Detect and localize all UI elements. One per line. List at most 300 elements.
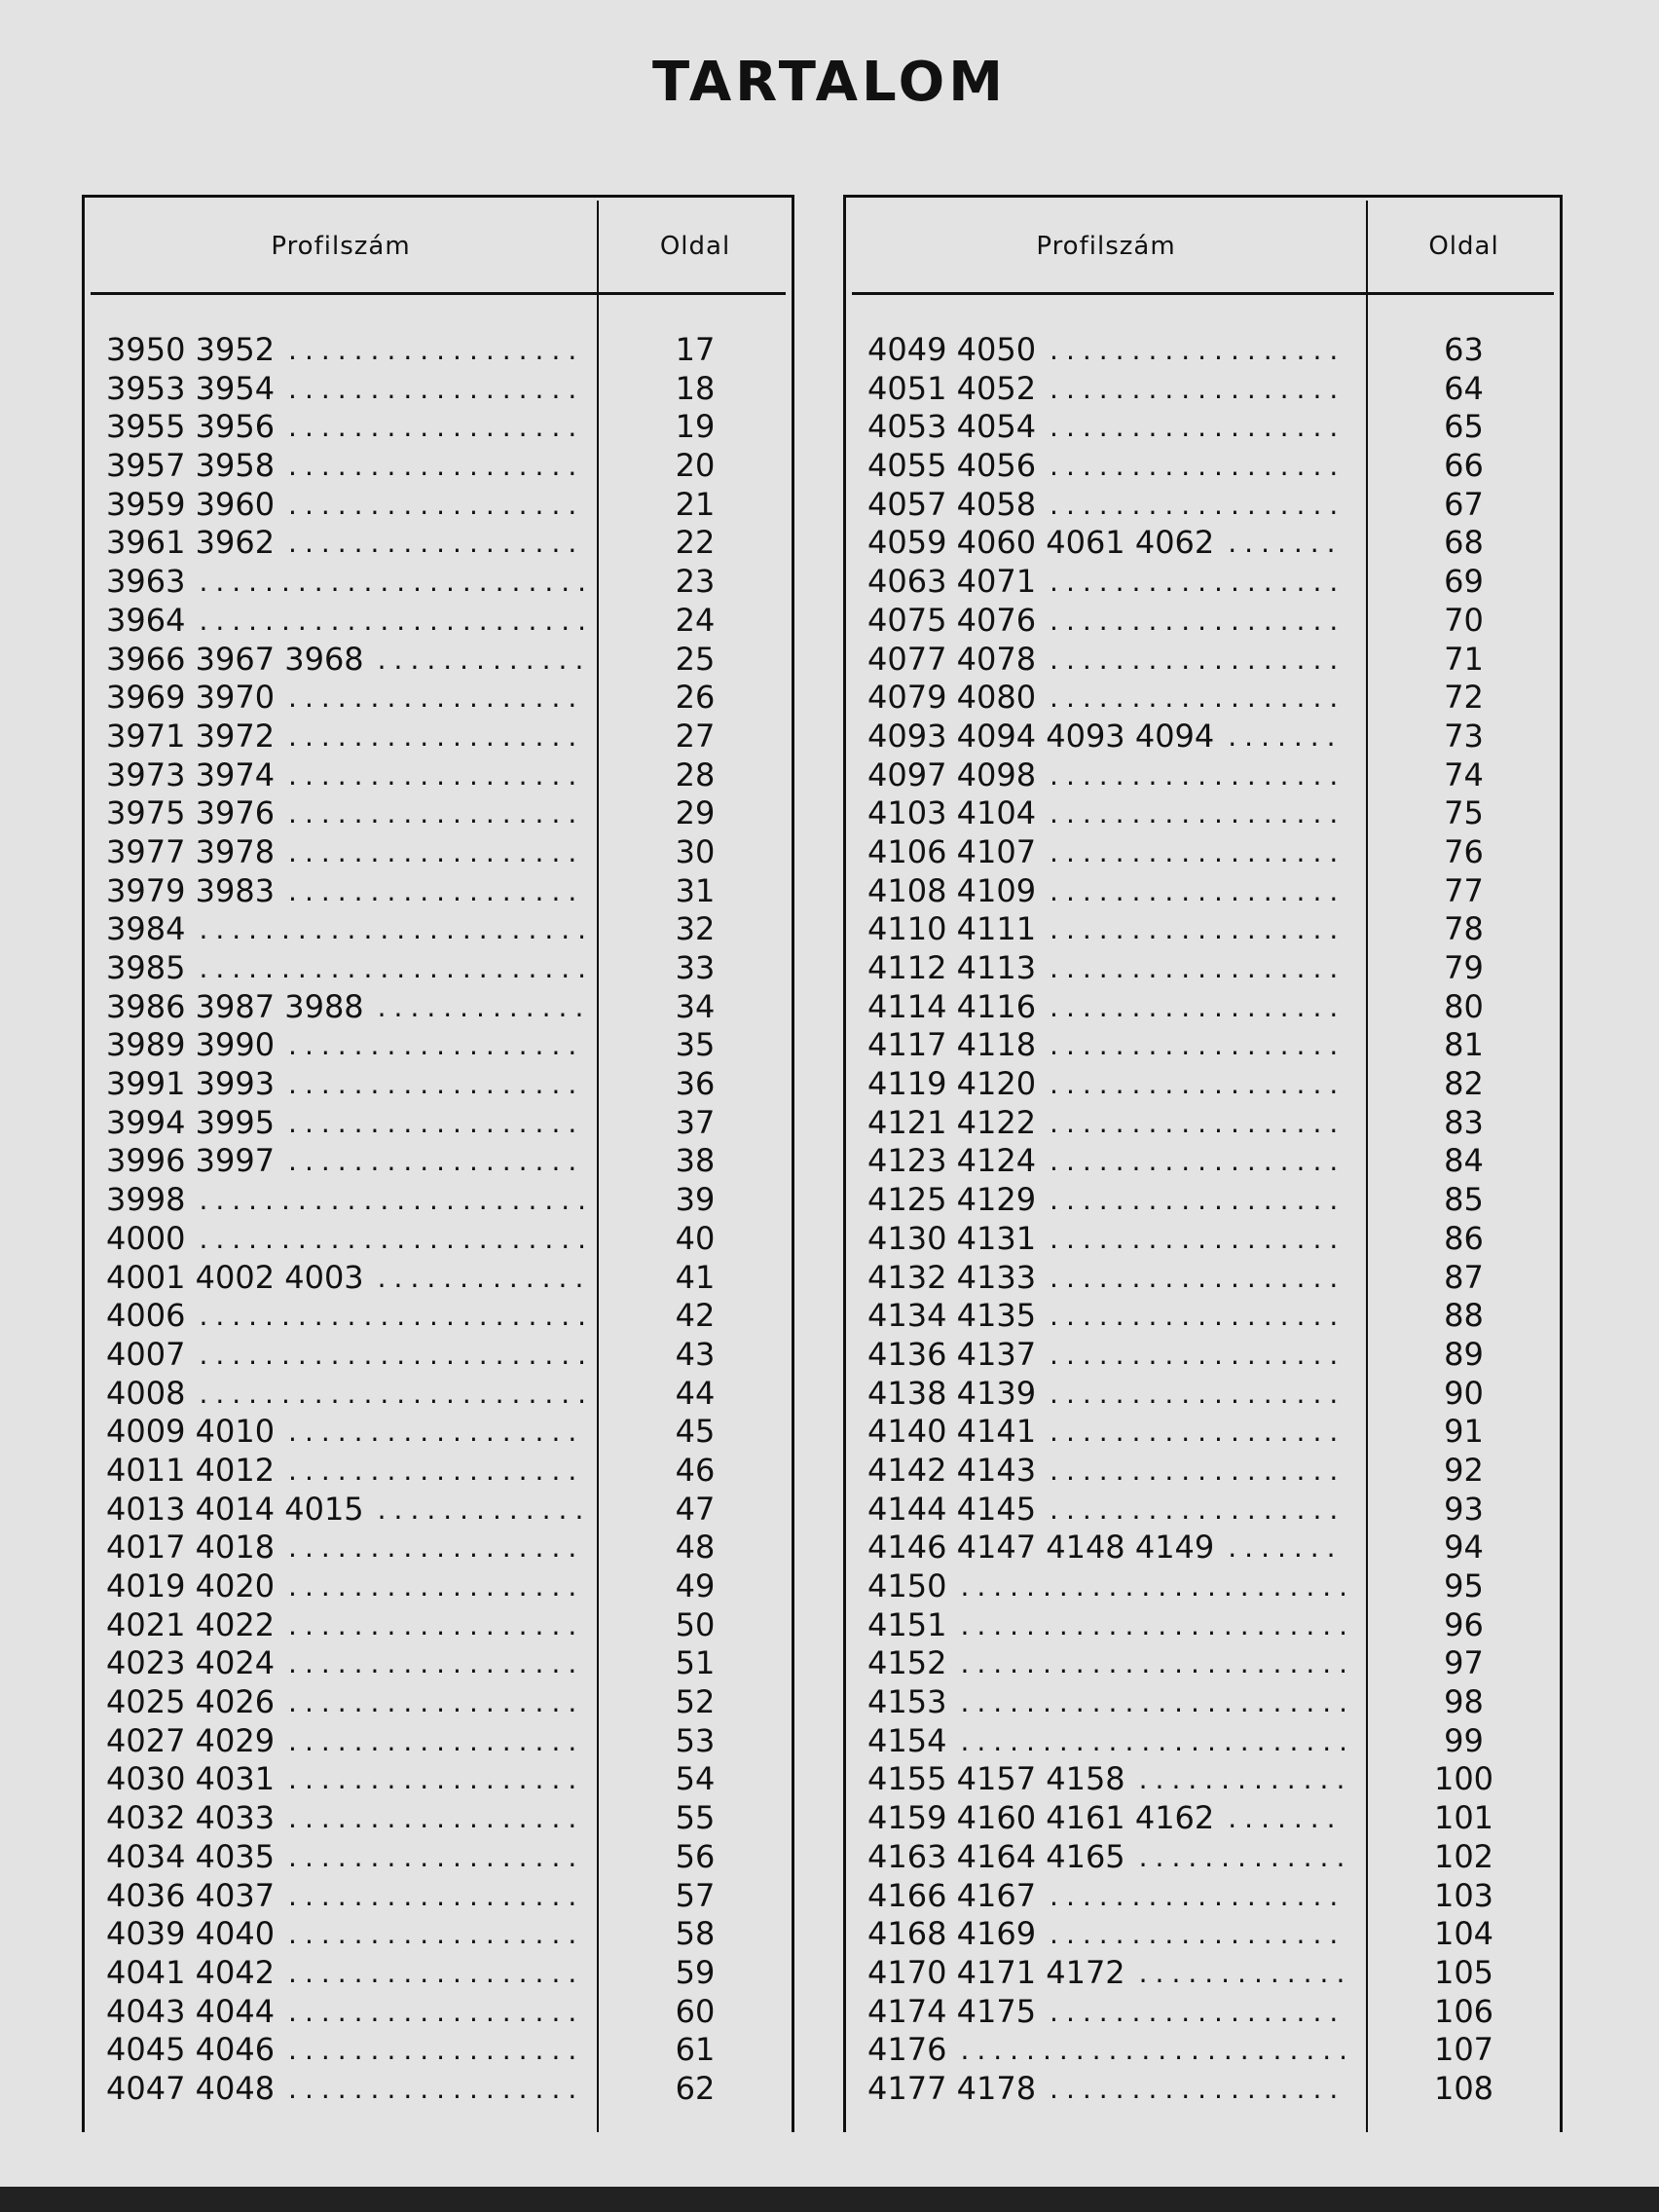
- page-number: 49: [675, 1567, 716, 1604]
- page-number: 44: [675, 1374, 716, 1412]
- row-entry: [106, 524, 583, 563]
- table-row: [85, 2031, 792, 2070]
- row-entry: [867, 1065, 1345, 1104]
- table-row: [846, 1297, 1560, 1336]
- table-row: [85, 1644, 792, 1683]
- page-number: 18: [675, 369, 716, 407]
- row-entry: [106, 1644, 583, 1683]
- page-number: 42: [675, 1297, 716, 1335]
- page-number: 33: [675, 949, 716, 986]
- page-number: 55: [675, 1799, 716, 1837]
- page-number: 81: [1444, 1026, 1484, 1064]
- page-number: 59: [675, 1953, 716, 1991]
- profile-numbers: 3991 3993: [106, 1065, 276, 1103]
- row-entry: [106, 1683, 583, 1722]
- page-number: 71: [1444, 640, 1484, 678]
- page-number: 30: [675, 832, 716, 870]
- table-row: [85, 1760, 792, 1799]
- row-entry: [867, 2070, 1345, 2109]
- dot-leader: [288, 1065, 583, 1104]
- table-row: [85, 2070, 792, 2109]
- page-number: 39: [675, 1181, 716, 1219]
- table-row: [85, 1722, 792, 1761]
- profile-numbers: 4155 4157 4158: [867, 1760, 1125, 1798]
- dot-leader: [1050, 563, 1345, 602]
- profile-numbers: 4166 4167: [867, 1876, 1037, 1914]
- dot-leader: [288, 1683, 583, 1722]
- row-entry: [106, 563, 583, 602]
- profile-numbers: 4030 4031: [106, 1760, 276, 1798]
- page-number: 77: [1444, 871, 1484, 909]
- profile-numbers: 4108 4109: [867, 871, 1037, 909]
- row-entry: [867, 949, 1345, 988]
- page-number: 74: [1444, 756, 1484, 793]
- page-number: 95: [1444, 1567, 1484, 1604]
- dot-leader: [288, 756, 583, 795]
- dot-leader: [288, 1413, 583, 1452]
- table-row: [846, 1065, 1560, 1104]
- row-entry: [106, 1413, 583, 1452]
- table-row: [846, 872, 1560, 911]
- page-number: 35: [675, 1026, 716, 1064]
- dot-leader: [288, 1993, 583, 2032]
- dot-leader: [1228, 1799, 1345, 1838]
- right-contents-table: [843, 195, 1563, 2132]
- row-entry: [867, 1722, 1345, 1761]
- dot-leader: [1050, 370, 1345, 409]
- row-entry: [106, 1452, 583, 1491]
- table-row: [846, 679, 1560, 718]
- table-row: [85, 1491, 792, 1530]
- dot-leader: [1050, 1181, 1345, 1220]
- dot-leader: [288, 447, 583, 486]
- dot-leader: [288, 1760, 583, 1799]
- dot-leader: [1050, 1026, 1345, 1065]
- page-number: 40: [675, 1219, 716, 1257]
- row-entry: [867, 486, 1345, 525]
- row-entry: [867, 447, 1345, 486]
- dot-leader: [1050, 408, 1345, 447]
- profile-numbers: 4009 4010: [106, 1413, 276, 1451]
- dot-leader: [1050, 949, 1345, 988]
- profile-numbers: 4047 4048: [106, 2069, 276, 2107]
- profile-numbers: 3959 3960: [106, 485, 276, 523]
- profile-numbers: 4032 4033: [106, 1799, 276, 1837]
- row-entry: [867, 794, 1345, 833]
- profile-numbers: 4151: [867, 1605, 947, 1643]
- table-row: [85, 833, 792, 872]
- table-row: [846, 1567, 1560, 1606]
- table-row: [846, 1838, 1560, 1877]
- row-entry: [867, 1336, 1345, 1375]
- profile-numbers: 4176: [867, 2031, 947, 2069]
- dot-leader: [199, 910, 583, 949]
- dot-leader: [288, 1452, 583, 1491]
- table-row: [846, 1375, 1560, 1414]
- profile-numbers: 3964: [106, 601, 186, 639]
- profile-numbers: 4063 4071: [867, 563, 1037, 601]
- profile-numbers: 4119 4120: [867, 1065, 1037, 1103]
- page-number: 88: [1444, 1297, 1484, 1335]
- page-number: 101: [1433, 1799, 1494, 1837]
- dot-leader: [288, 408, 583, 447]
- page-number: 103: [1433, 1876, 1494, 1914]
- row-entry: [106, 1529, 583, 1567]
- row-entry: [867, 370, 1345, 409]
- row-entry: [867, 910, 1345, 949]
- row-entry: [106, 794, 583, 833]
- dot-leader: [288, 1644, 583, 1683]
- profile-numbers: 3986 3987 3988: [106, 987, 364, 1025]
- table-row: [85, 486, 792, 525]
- dot-leader: [288, 1026, 583, 1065]
- page-number: 23: [675, 563, 716, 601]
- row-entry: [106, 988, 583, 1027]
- page-number: 25: [675, 640, 716, 678]
- row-entry: [106, 486, 583, 525]
- header-rule: [91, 292, 786, 295]
- page-number: 102: [1433, 1837, 1494, 1875]
- table-row: [85, 1838, 792, 1877]
- profile-numbers: 3973 3974: [106, 756, 276, 793]
- page-number: 69: [1444, 563, 1484, 601]
- row-entry: [867, 1452, 1345, 1491]
- table-row: [85, 1104, 792, 1143]
- dot-leader: [1050, 1259, 1345, 1298]
- page-number: 64: [1444, 369, 1484, 407]
- row-entry: [106, 1567, 583, 1606]
- dot-leader: [288, 1915, 583, 1954]
- page-number: 36: [675, 1065, 716, 1103]
- profile-numbers: 4121 4122: [867, 1103, 1037, 1141]
- table-row: [846, 641, 1560, 680]
- row-entry: [106, 756, 583, 795]
- row-entry: [867, 988, 1345, 1027]
- dot-leader: [199, 1181, 583, 1220]
- page-number: 22: [675, 524, 716, 562]
- dot-leader: [288, 1142, 583, 1181]
- header-page: Oldal: [659, 232, 731, 261]
- dot-leader: [288, 1104, 583, 1143]
- profile-numbers: 4150: [867, 1567, 947, 1604]
- row-entry: [106, 1259, 583, 1298]
- page-number: 26: [675, 679, 716, 717]
- table-row: [85, 718, 792, 756]
- dot-leader: [288, 524, 583, 563]
- row-entry: [106, 1142, 583, 1181]
- profile-numbers: 4053 4054: [867, 408, 1037, 446]
- page-number: 41: [675, 1258, 716, 1296]
- header-profile-number: Profilszám: [1036, 232, 1176, 261]
- profile-numbers: 4036 4037: [106, 1876, 276, 1914]
- profile-numbers: 4140 4141: [867, 1413, 1037, 1451]
- row-entry: [106, 1954, 583, 1993]
- table-top-rule: [85, 195, 792, 198]
- table-row: [85, 794, 792, 833]
- table-row: [85, 331, 792, 370]
- page-number: 45: [675, 1413, 716, 1451]
- profile-numbers: 4168 4169: [867, 1915, 1037, 1953]
- table-row: [846, 910, 1560, 949]
- row-entry: [106, 679, 583, 718]
- profile-numbers: 4106 4107: [867, 832, 1037, 870]
- page-number: 43: [675, 1335, 716, 1373]
- profile-numbers: 4112 4113: [867, 949, 1037, 986]
- table-row: [846, 1760, 1560, 1799]
- profile-numbers: 4153: [867, 1683, 947, 1721]
- profile-numbers: 4039 4040: [106, 1915, 276, 1953]
- dot-leader: [288, 1877, 583, 1916]
- dot-leader: [1050, 602, 1345, 641]
- row-entry: [867, 1529, 1345, 1567]
- table-row: [846, 563, 1560, 602]
- dot-leader: [288, 1606, 583, 1645]
- row-entry: [867, 408, 1345, 447]
- table-row: [846, 447, 1560, 486]
- table-row: [85, 756, 792, 795]
- table-row: [85, 1993, 792, 2032]
- profile-numbers: 4134 4135: [867, 1297, 1037, 1335]
- profile-numbers: 3979 3983: [106, 871, 276, 909]
- table-row: [846, 1606, 1560, 1645]
- profile-numbers: 4023 4024: [106, 1644, 276, 1682]
- dot-leader: [288, 2070, 583, 2109]
- profile-numbers: 3966 3967 3968: [106, 640, 364, 678]
- row-entry: [867, 1142, 1345, 1181]
- table-row: [846, 1413, 1560, 1452]
- table-row: [85, 1065, 792, 1104]
- profile-numbers: 3953 3954: [106, 369, 276, 407]
- dot-leader: [199, 1297, 583, 1336]
- table-row: [85, 872, 792, 911]
- table-row: [846, 2031, 1560, 2070]
- dot-leader: [1050, 447, 1345, 486]
- profile-numbers: 4075 4076: [867, 601, 1037, 639]
- dot-leader: [960, 2031, 1345, 2070]
- profile-numbers: 4110 4111: [867, 910, 1037, 948]
- dot-leader: [1050, 1877, 1345, 1916]
- dot-leader: [1050, 641, 1345, 680]
- dot-leader: [1050, 1220, 1345, 1259]
- profile-numbers: 3984: [106, 910, 186, 948]
- row-entry: [867, 1413, 1345, 1452]
- row-entry: [106, 1799, 583, 1838]
- row-entry: [106, 1722, 583, 1761]
- profile-numbers: 4059 4060 4061 4062: [867, 524, 1215, 562]
- table-row: [846, 486, 1560, 525]
- table-row: [846, 988, 1560, 1027]
- profile-numbers: 4142 4143: [867, 1451, 1037, 1489]
- table-row: [85, 447, 792, 486]
- dot-leader: [960, 1644, 1345, 1683]
- profile-numbers: 4117 4118: [867, 1026, 1037, 1064]
- dot-leader: [288, 718, 583, 756]
- profile-numbers: 4025 4026: [106, 1683, 276, 1721]
- row-entry: [106, 1026, 583, 1065]
- page-number: 20: [675, 447, 716, 485]
- table-row: [85, 563, 792, 602]
- row-entry: [106, 1181, 583, 1220]
- profile-numbers: 4103 4104: [867, 794, 1037, 832]
- table-row: [846, 1529, 1560, 1567]
- page-number: 52: [675, 1683, 716, 1721]
- row-entry: [106, 2031, 583, 2070]
- row-entry: [867, 1026, 1345, 1065]
- profile-numbers: 4154: [867, 1721, 947, 1759]
- row-entry: [867, 1644, 1345, 1683]
- dot-leader: [288, 1722, 583, 1761]
- profile-numbers: 4011 4012: [106, 1451, 276, 1489]
- dot-leader: [1050, 2070, 1345, 2109]
- dot-leader: [199, 563, 583, 602]
- row-entry: [867, 1683, 1345, 1722]
- page-number: 89: [1444, 1335, 1484, 1373]
- profile-numbers: 4034 4035: [106, 1837, 276, 1875]
- table-row: [846, 1877, 1560, 1916]
- page-number: 31: [675, 871, 716, 909]
- table-row: [846, 1491, 1560, 1530]
- page-number: 84: [1444, 1142, 1484, 1180]
- dot-leader: [288, 486, 583, 525]
- page-number: 17: [675, 331, 716, 368]
- profile-numbers: 4006: [106, 1297, 186, 1335]
- dot-leader: [1050, 486, 1345, 525]
- dot-leader: [1050, 1104, 1345, 1143]
- page-number: 104: [1433, 1915, 1494, 1953]
- profile-numbers: 4144 4145: [867, 1490, 1037, 1528]
- page-number: 94: [1444, 1529, 1484, 1567]
- row-entry: [867, 1220, 1345, 1259]
- profile-numbers: 4123 4124: [867, 1142, 1037, 1180]
- dot-leader: [288, 1567, 583, 1606]
- profile-numbers: 4049 4050: [867, 331, 1037, 368]
- row-entry: [106, 2070, 583, 2109]
- row-entry: [106, 718, 583, 756]
- page-number: 79: [1444, 949, 1484, 986]
- page-number: 56: [675, 1837, 716, 1875]
- profile-numbers: 4170 4171 4172: [867, 1953, 1125, 1991]
- page-number: 96: [1444, 1605, 1484, 1643]
- dot-leader: [1050, 1065, 1345, 1104]
- dot-leader: [288, 833, 583, 872]
- page-number: 76: [1444, 832, 1484, 870]
- table-row: [846, 2070, 1560, 2109]
- profile-numbers: 3977 3978: [106, 832, 276, 870]
- page-number: 32: [675, 910, 716, 948]
- dot-leader: [1050, 1413, 1345, 1452]
- dot-leader: [1050, 1491, 1345, 1530]
- table-row: [846, 1181, 1560, 1220]
- table-row: [846, 1104, 1560, 1143]
- profile-numbers: 4093 4094 4093 4094: [867, 717, 1215, 755]
- dot-leader: [960, 1722, 1345, 1761]
- row-entry: [867, 1491, 1345, 1530]
- row-entry: [867, 563, 1345, 602]
- table-row: [85, 1259, 792, 1298]
- dot-leader: [199, 1375, 583, 1414]
- dot-leader: [288, 794, 583, 833]
- page-number: 47: [675, 1490, 716, 1528]
- profile-numbers: 4177 4178: [867, 2069, 1037, 2107]
- row-entry: [106, 1220, 583, 1259]
- profile-numbers: 3975 3976: [106, 794, 276, 832]
- row-entry: [867, 1954, 1345, 1993]
- row-entry: [867, 756, 1345, 795]
- row-entry: [106, 872, 583, 911]
- table-row: [85, 1297, 792, 1336]
- profile-numbers: 3985: [106, 949, 186, 986]
- profile-numbers: 4097 4098: [867, 756, 1037, 793]
- table-row: [846, 331, 1560, 370]
- table-row: [85, 1375, 792, 1414]
- page-number: 37: [675, 1103, 716, 1141]
- row-entry: [867, 602, 1345, 641]
- row-entry: [106, 1606, 583, 1645]
- profile-numbers: 4114 4116: [867, 987, 1037, 1025]
- page-number: 61: [675, 2031, 716, 2069]
- dot-leader: [288, 2031, 583, 2070]
- page-number: 27: [675, 717, 716, 755]
- table-row: [85, 679, 792, 718]
- page-number: 75: [1444, 794, 1484, 832]
- dot-leader: [1050, 910, 1345, 949]
- page-number: 54: [675, 1760, 716, 1798]
- profile-numbers: 4163 4164 4165: [867, 1837, 1125, 1875]
- profile-numbers: 4013 4014 4015: [106, 1490, 364, 1528]
- page-number: 91: [1444, 1413, 1484, 1451]
- table-row: [85, 1336, 792, 1375]
- page-number: 85: [1444, 1181, 1484, 1219]
- row-entry: [106, 1375, 583, 1414]
- row-entry: [106, 1760, 583, 1799]
- table-row: [85, 1026, 792, 1065]
- page-number: 97: [1444, 1644, 1484, 1682]
- row-entry: [867, 1606, 1345, 1645]
- profile-numbers: 3955 3956: [106, 408, 276, 446]
- header-rule: [852, 292, 1554, 295]
- page-number: 70: [1444, 601, 1484, 639]
- page-number: 99: [1444, 1721, 1484, 1759]
- page-number: 58: [675, 1915, 716, 1953]
- row-entry: [106, 1993, 583, 2032]
- page-number: 48: [675, 1529, 716, 1567]
- dot-leader: [288, 872, 583, 911]
- profile-numbers: 4021 4022: [106, 1605, 276, 1643]
- dot-leader: [1050, 794, 1345, 833]
- page-number: 92: [1444, 1451, 1484, 1489]
- profile-numbers: 3971 3972: [106, 717, 276, 755]
- row-entry: [867, 1915, 1345, 1954]
- table-row: [846, 1915, 1560, 1954]
- dot-leader: [1050, 331, 1345, 370]
- page-number: 82: [1444, 1065, 1484, 1103]
- page-number: 106: [1433, 1992, 1494, 2030]
- row-entry: [106, 910, 583, 949]
- page-number: 83: [1444, 1103, 1484, 1141]
- dot-leader: [1050, 1375, 1345, 1414]
- dot-leader: [199, 1220, 583, 1259]
- table-row: [846, 370, 1560, 409]
- table-row: [85, 1142, 792, 1181]
- table-row: [85, 1799, 792, 1838]
- page-number: 29: [675, 794, 716, 832]
- dot-leader: [1050, 1336, 1345, 1375]
- profile-numbers: 4130 4131: [867, 1219, 1037, 1257]
- row-entry: [867, 331, 1345, 370]
- profile-numbers: 4000: [106, 1219, 186, 1257]
- dot-leader: [960, 1567, 1345, 1606]
- row-entry: [106, 447, 583, 486]
